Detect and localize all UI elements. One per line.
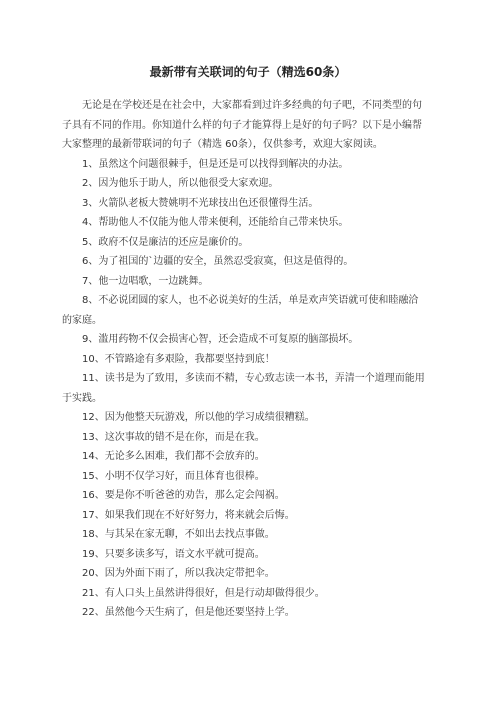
sentence-item: 11、读书是为了致用，多读而不精，专心致志读一本书，弄清一个道理而能用于实践。 [62, 373, 425, 404]
sentence-item: 13、这次事故的错不是在你，而是在我。 [82, 431, 265, 443]
sentence-item: 8、不必说团圆的家人，也不必说美好的生活，单是欢声笑语就可使和睦融洽的家庭。 [62, 295, 419, 326]
sentence-item: 3、火箭队老板大赞姚明不光球技出色还很懂得生活。 [82, 197, 319, 209]
sentence-item: 15、小明不仅学习好，而且体育也很棒。 [82, 470, 265, 482]
sentence-item: 12、因为他整天玩游戏，所以他的学习成绩很糟糕。 [82, 412, 315, 423]
sentence-item: 5、政府不仅是廉洁的还应是廉价的。 [82, 236, 249, 248]
document-title: 最新带有关联词的句子（精选60条） [149, 65, 347, 79]
sentence-item: 17、如果我们现在不好好努力，将来就会后悔。 [82, 509, 295, 521]
sentence-item: 22、虽然他今天生病了，但是他还要坚持上学。 [82, 607, 295, 618]
sentence-item: 18、与其呆在家无聊，不如出去找点事做。 [82, 529, 275, 540]
sentence-item: 19、只要多读多写，语文水平就可提高。 [82, 548, 265, 560]
sentence-item: 4、帮助他人不仅能为他人带来便利，还能给自己带来快乐。 [82, 217, 349, 228]
sentence-item: 2、因为他乐于助人，所以他很受大家欢迎。 [82, 178, 279, 189]
sentence-item: 14、无论多么困难，我们都不会放弃的。 [82, 451, 265, 462]
sentence-item: 20、因为外面下雨了，所以我决定带把伞。 [82, 568, 275, 579]
intro-paragraph: 无论是在学校还是在社会中，大家都看到过许多经典的句子吧，不同类型的句子具有不同的作用。你知道什么样的句子才能算得上是好的句子吗？以下是小编帮大家整理的最新带联词的句子（精选 60条），仅供参考，欢迎大家阅读。 [62, 100, 422, 150]
sentence-item: 1、虽然这个问题很棘手，但是还是可以找得到解决的办法。 [82, 158, 349, 170]
sentence-item: 6、为了祖国的`边疆的安全，虽然忍受寂寞，但这是值得的。 [82, 256, 354, 267]
sentence-item: 10、不管路途有多艰险，我都要坚持到底！ [82, 353, 275, 365]
sentence-item: 21、有人口头上虽然讲得很好，但是行动却做得很少。 [82, 587, 325, 599]
sentence-item: 7、他一边唱歌，一边跳舞。 [82, 275, 209, 287]
sentence-item: 16、要是你不听爸爸的劝告，那么定会闯祸。 [82, 490, 285, 501]
sentence-item: 9、滥用药物不仅会损害心智，还会造成不可复原的脑部损坏。 [82, 334, 359, 345]
document-body [62, 96, 428, 623]
